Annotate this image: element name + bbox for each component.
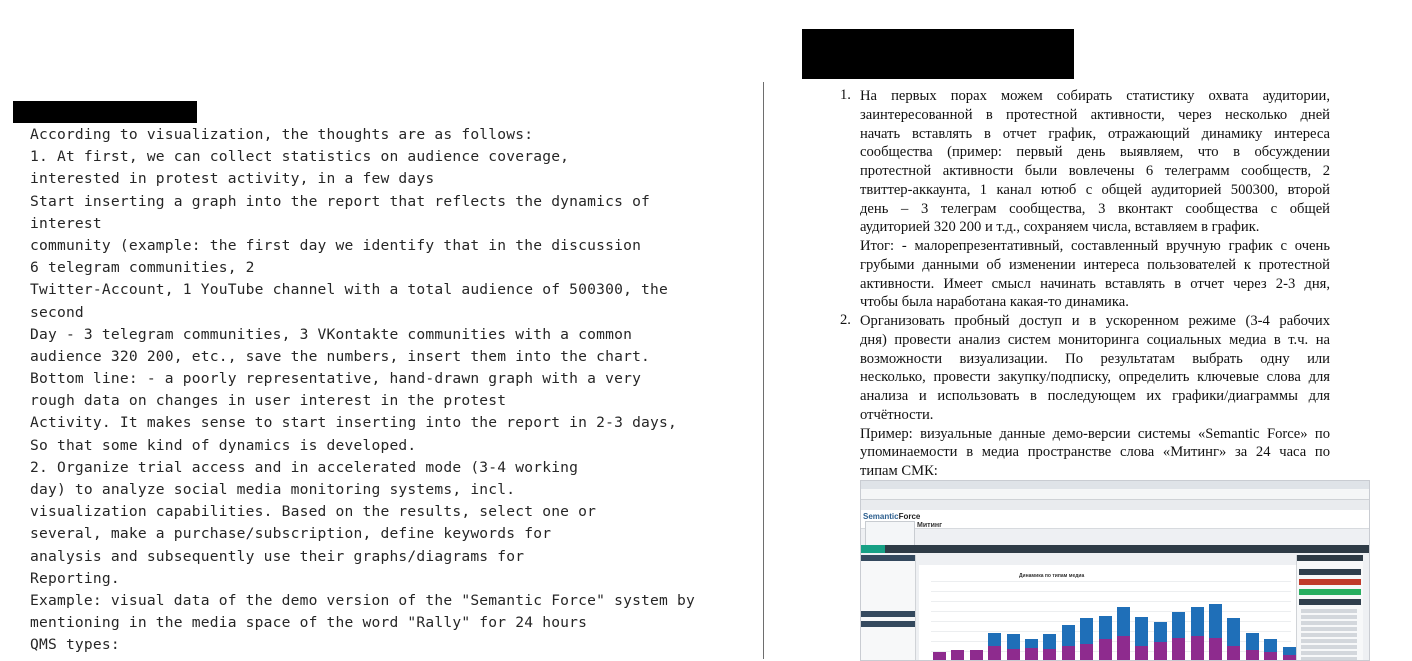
text-line: interested in protest activity, in a few days (30, 170, 435, 188)
text-line: протестной активности были вовлечены 6 телеграмм сообществ, 2 (860, 163, 1330, 179)
english-translation-text (30, 124, 750, 657)
text-line: Activity. It makes sense to start inserting into the report in 2-3 days, (30, 414, 678, 432)
bar-segment-purple (1080, 644, 1093, 660)
text-line: аудиторией 320 200 и т.д., сохраняем числа, вставляем в график. (860, 219, 1260, 236)
text-line: Start inserting a graph into the report that reflects the dynamics of (30, 192, 651, 210)
text-line: audience 320 200, etc., save the numbers, insert them into the chart. (30, 347, 651, 365)
text-line: упоминаемости в медиа пространстве слова «Митинг» за 24 часа по (860, 444, 1330, 461)
chart-bar (1007, 634, 1020, 660)
query-label: Митинг (917, 522, 943, 529)
filter-group (1299, 599, 1361, 605)
text-line: несколько, провести закупку/подписку, определить ключевые слова для (860, 369, 1330, 386)
text-line: Day - 3 telegram communities, 3 VKontakte communities with a common (30, 325, 633, 343)
text-line: возможности визуализации. По результатам выбрать одну или (860, 350, 1330, 367)
text-line: second (30, 303, 84, 321)
chart-gridline (931, 591, 1291, 592)
browser-address-bar (861, 500, 1369, 510)
bar-segment-purple (1227, 646, 1240, 660)
text-line: According to visualization, the thoughts are as follows: (30, 126, 534, 143)
bar-segment-purple (1191, 636, 1204, 660)
text-line: day) to analyze social media monitoring systems, incl. (30, 481, 516, 498)
filter-item (1301, 615, 1357, 619)
bar-segment-purple (1135, 646, 1148, 660)
bar-segment-purple (1283, 655, 1296, 660)
chart-bar (1264, 639, 1277, 660)
filter-group (1299, 589, 1361, 595)
filter-item (1301, 639, 1357, 643)
sidebar-section-header (861, 555, 915, 561)
chart-title: Динамика по типам медиа (1019, 573, 1085, 579)
browser-title-bar (861, 481, 1369, 489)
text-line: rough data on changes in user interest in the protest (30, 392, 507, 410)
text-line: Example: visual data of the demo version of the "Semantic Force" system by (30, 591, 695, 609)
filter-item (1301, 609, 1357, 613)
bar-segment-purple (1154, 642, 1167, 660)
left-sidebar (861, 555, 916, 660)
embedded-screenshot (860, 480, 1370, 661)
bar-segment-purple (1062, 646, 1075, 660)
text-line: Bottom line: - a poorly representative, hand-drawn graph with a very (30, 370, 642, 388)
chart-bar (1080, 618, 1093, 660)
bar-segment-purple (1209, 638, 1222, 660)
chart-gridline (931, 581, 1291, 582)
text-line: QMS types: (30, 636, 120, 654)
chart-gridline (931, 611, 1291, 612)
text-line: visualization capabilities. Based on the results, select one or (30, 503, 597, 521)
bar-segment-purple (1043, 649, 1056, 660)
text-line: mentioning in the media space of the word "Rally" for 24 hours (30, 614, 588, 632)
chart-bar (1246, 633, 1259, 660)
chart-bar (1209, 604, 1222, 660)
bar-segment-purple (1007, 649, 1020, 660)
chart-bar (1043, 634, 1056, 660)
chart-bar (1135, 617, 1148, 660)
text-line: 6 telegram communities, 2 (30, 259, 255, 277)
chart-gridline (931, 601, 1291, 602)
chart-bar (1191, 607, 1204, 660)
text-line: отчётности. (860, 406, 934, 423)
redaction-bar-right (802, 29, 1074, 79)
text-line: день – 3 телеграм сообщества, 3 вконтакт сообщества с общей (860, 200, 1330, 217)
text-line: 1. At first, we can collect statistics on audience coverage, (30, 148, 570, 166)
filter-group (1299, 569, 1361, 575)
chart-bar (1283, 647, 1296, 660)
text-line: So that some kind of dynamics is developed. (30, 436, 417, 454)
text-line: анализа и использовать в последующем их графики/диаграммы для (860, 388, 1330, 404)
text-line: several, make a purchase/subscription, define keywords for (30, 525, 552, 543)
bar-segment-purple (1117, 636, 1130, 660)
text-line: На первых порах можем собирать статистику охвата аудитории, (860, 88, 1330, 104)
chart-bar (1227, 618, 1240, 660)
text-line: analysis and subsequently use their graphs/diagrams for (30, 547, 525, 565)
text-line: дня) провести анализ систем мониторинга социальных медиа в т.ч. на (860, 331, 1330, 348)
list-number-2: 2. (840, 312, 851, 328)
text-line: начать вставлять в отчет график, отражающий динамику интереса (860, 125, 1330, 142)
chart-bar (1117, 607, 1130, 660)
filter-group (1299, 579, 1361, 585)
filters-panel (1296, 555, 1363, 660)
text-line: заинтересованной в протестной активности, через несколько дней (860, 106, 1330, 123)
semantic-force-logo: SemanticForce (863, 512, 921, 521)
text-line: Итог: - малорепрезентативный, составленный вручную график с очень (860, 238, 1330, 254)
text-line: активности. Имеет смысл начинать вставлять в отчет через 2-3 дня, (860, 275, 1330, 292)
russian-original-text (860, 87, 1330, 481)
bar-segment-purple (1172, 638, 1185, 660)
chart-bar (1062, 625, 1075, 660)
chart-bar (1154, 622, 1167, 660)
bar-segment-purple (988, 646, 1001, 660)
browser-tab-bar (861, 489, 1369, 500)
text-line: Reporting. (30, 569, 120, 587)
trend-thumbnail (865, 521, 915, 547)
filter-item (1301, 627, 1357, 631)
filter-item (1301, 633, 1357, 637)
text-line: interest (30, 214, 102, 232)
redaction-bar-left (13, 101, 197, 123)
bar-segment-purple (1025, 648, 1038, 660)
sidebar-section-header (861, 611, 915, 617)
text-line: типам СМК: (860, 463, 938, 479)
filters-header (1297, 555, 1363, 561)
text-line: Пример: визуальные данные демо-версии системы «Semantic Force» по (860, 425, 1330, 442)
filter-item (1301, 651, 1357, 655)
text-line: Организовать пробный доступ и в ускоренном режиме (3-4 рабочих (860, 313, 1330, 329)
app-nav-bar (861, 545, 1369, 553)
text-line: сообщества (пример: первый день выявляем, что в обсуждении (860, 144, 1330, 161)
text-line: Twitter-Account, 1 YouTube channel with a total audience of 500300, the (30, 281, 669, 299)
bar-segment-purple (1099, 639, 1112, 660)
filter-item (1301, 657, 1357, 661)
list-number-1: 1. (840, 87, 851, 103)
chart-bar (1025, 639, 1038, 660)
chart-bar (1099, 616, 1112, 660)
text-line: грубыми данными об изменении интереса пользователей к протестной (860, 256, 1330, 273)
filter-item (1301, 621, 1357, 625)
text-line: чтобы была наработана какая-то динамика. (860, 294, 1129, 311)
chart-bar (1172, 612, 1185, 660)
nav-active-tab (861, 545, 885, 553)
filter-item (1301, 645, 1357, 649)
text-line: твиттер-аккаунта, 1 канал ютюб с общей аудиторией 500300, второй (860, 181, 1330, 198)
sidebar-section-header (861, 621, 915, 627)
text-line: 2. Organize trial access and in accelerated mode (3-4 working (30, 458, 579, 476)
text-line: community (example: the first day we identify that in the discussion (30, 236, 642, 254)
chart-bar (988, 633, 1001, 660)
column-divider (763, 82, 764, 659)
